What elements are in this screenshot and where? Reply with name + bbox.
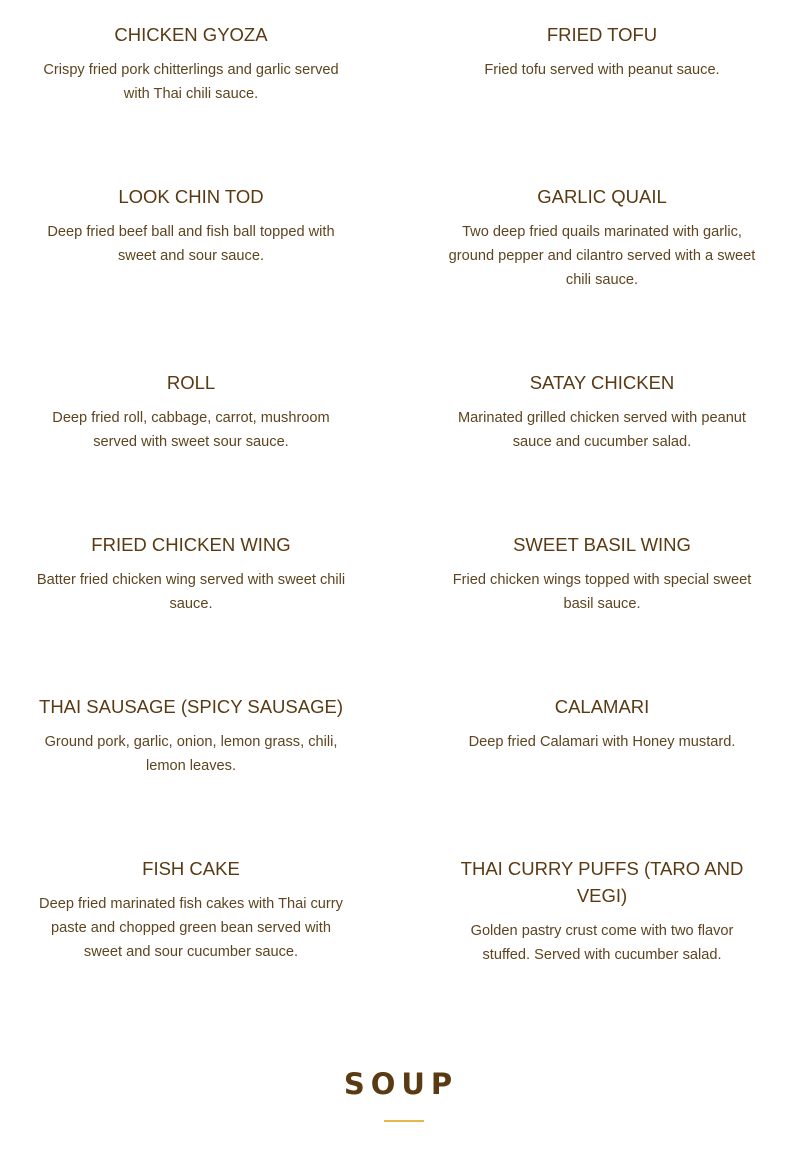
- menu-item-satay-chicken: [442, 369, 762, 454]
- menu-item-name: FRIED CHICKEN WING: [91, 534, 291, 555]
- menu-item-name: THAI CURRY PUFFS (TARO AND VEGI): [460, 858, 744, 906]
- section-title-soup: SOUP: [343, 1067, 459, 1101]
- menu-item-name: LOOK CHIN TOD: [118, 186, 264, 207]
- menu-item-fish-cake: [31, 855, 351, 964]
- menu-item-name: SATAY CHICKEN: [529, 372, 675, 393]
- menu-item-name: FRIED TOFU: [546, 24, 658, 45]
- menu-item-description: Two deep fried quails marinated with garlic, ground pepper and cilantro served with a sweet chili sauce.: [448, 224, 756, 288]
- menu-item-garlic-quail: [442, 183, 762, 292]
- menu-item-thai-curry-puffs: [442, 855, 762, 967]
- menu-item-description: Deep fried Calamari with Honey mustard.: [468, 734, 736, 750]
- menu-item-name: THAI SAUSAGE (SPICY SAUSAGE): [39, 696, 343, 717]
- menu-item-description: Batter fried chicken wing served with sweet chili sauce.: [36, 572, 346, 612]
- menu-item-description: Deep fried roll, cabbage, carrot, mushroom served with sweet sour sauce.: [52, 410, 330, 450]
- menu-item-name: SWEET BASIL WING: [513, 534, 691, 555]
- menu-item-chicken-gyoza: [31, 21, 351, 106]
- menu-item-name: CALAMARI: [554, 696, 650, 717]
- menu-item-name: ROLL: [166, 372, 216, 393]
- menu-item-roll: [31, 369, 351, 454]
- menu-item-name: GARLIC QUAIL: [537, 186, 667, 207]
- menu-item-description: Fried tofu served with peanut sauce.: [484, 62, 720, 78]
- menu-item-description: Fried chicken wings topped with special sweet basil sauce.: [452, 572, 752, 612]
- menu-item-calamari: [442, 693, 762, 754]
- menu-item-fried-tofu: [442, 21, 762, 82]
- menu-item-description: Crispy fried pork chitterlings and garlic served with Thai chili sauce.: [43, 62, 339, 102]
- menu-item-sweet-basil-wing: [442, 531, 762, 616]
- menu-item-description: Marinated grilled chicken served with peanut sauce and cucumber salad.: [458, 410, 746, 450]
- menu-item-thai-sausage: [31, 693, 351, 778]
- menu-item-description: Deep fried beef ball and fish ball topped with sweet and sour sauce.: [47, 224, 335, 264]
- menu-item-name: CHICKEN GYOZA: [114, 24, 268, 45]
- menu-item-look-chin-tod: [31, 183, 351, 268]
- menu-item-description: Golden pastry crust come with two flavor stuffed. Served with cucumber salad.: [470, 923, 734, 963]
- menu-item-name: FISH CAKE: [142, 858, 240, 879]
- menu-item-description: Ground pork, garlic, onion, lemon grass, chili, lemon leaves.: [44, 734, 338, 774]
- section-divider: [384, 1120, 424, 1122]
- menu-item-description: Deep fried marinated fish cakes with Thai curry paste and chopped green bean served with sweet and sour cucumber sauce.: [39, 896, 343, 960]
- menu-item-fried-chicken-wing: [31, 531, 351, 616]
